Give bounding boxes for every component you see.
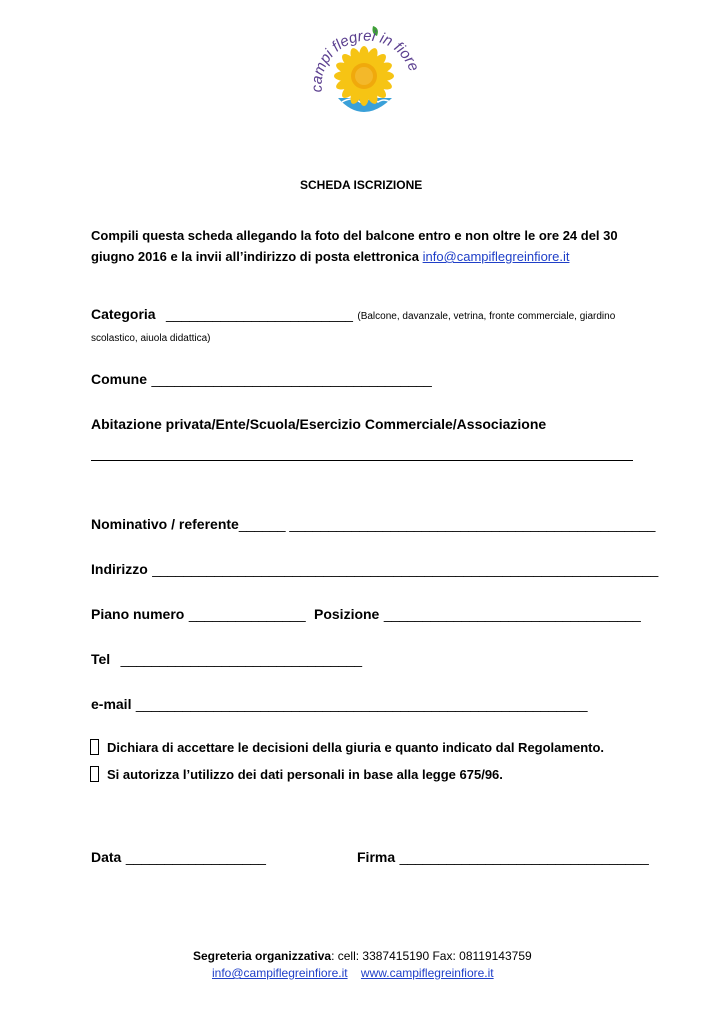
segreteria-contacts: : cell: 3387415190 Fax: 08119143759 [331,949,532,963]
segreteria-label: Segreteria organizzativa [193,949,332,963]
email-label: e-mail [91,696,132,712]
data-label: Data [91,849,122,865]
piano-field[interactable]: _______________ [188,606,306,622]
categoria-label: Categoria [91,306,156,322]
nominativo-field[interactable]: ______ _______________________________________________ [238,516,656,532]
privacy-consent-label: Si autorizza l’utilizzo dei dati personali in base alla legge 675/96. [107,767,503,782]
footer-website-link[interactable]: www.campiflegreinfiore.it [360,966,494,980]
accept-rules-label: Dichiara di accettare le decisioni della giuria e quanto indicato dal Regolamento. [107,740,605,755]
intro-email-link[interactable]: info@campiflegreinfiore.it [422,249,570,264]
categoria-hint-cont: scolastico, aiuola didattica) [91,333,211,344]
comune-field[interactable]: ____________________________________ [151,371,432,387]
logo-text: campi flegrei in fiore [308,27,423,93]
tel-label: Tel [91,651,111,667]
tipo-field-line[interactable] [91,460,633,461]
email-field[interactable]: __________________________________________________________ [135,696,588,712]
firma-field[interactable]: ________________________________ [399,849,649,865]
footer-segreteria [193,949,532,963]
intro-line-2: giugno 2016 e la invii all’indirizzo di posta elettronica [91,249,419,264]
categoria-field[interactable]: ________________________ [166,306,353,322]
nominativo-label: Nominativo / referente [91,516,239,532]
privacy-consent-checkbox[interactable] [90,766,99,782]
intro-line-1: Compili questa scheda allegando la foto del balcone entro e non oltre le ore 24 del 30 [91,228,618,243]
piano-label: Piano numero [91,606,185,622]
comune-label: Comune [91,371,147,387]
firma-label: Firma [357,849,396,865]
footer-email-link[interactable]: info@campiflegreinfiore.it [212,966,348,980]
campi-flegrei-in-fiore-logo [300,22,426,126]
footer-links [212,966,494,980]
tipo-label: Abitazione privata/Ente/Scuola/Esercizio Commerciale/Associazione [91,416,547,432]
posizione-field[interactable]: _________________________________ [383,606,641,622]
indirizzo-label: Indirizzo [91,561,148,577]
indirizzo-field[interactable]: _________________________________________________________________ [152,561,659,577]
posizione-label: Posizione [314,606,380,622]
tel-field[interactable]: _______________________________ [120,651,363,667]
accept-rules-checkbox[interactable] [90,739,99,755]
data-field[interactable]: __________________ [125,849,266,865]
form-title: SCHEDA ISCRIZIONE [300,178,423,192]
categoria-hint: (Balcone, davanzale, vetrina, fronte commerciale, giardino [357,311,616,322]
